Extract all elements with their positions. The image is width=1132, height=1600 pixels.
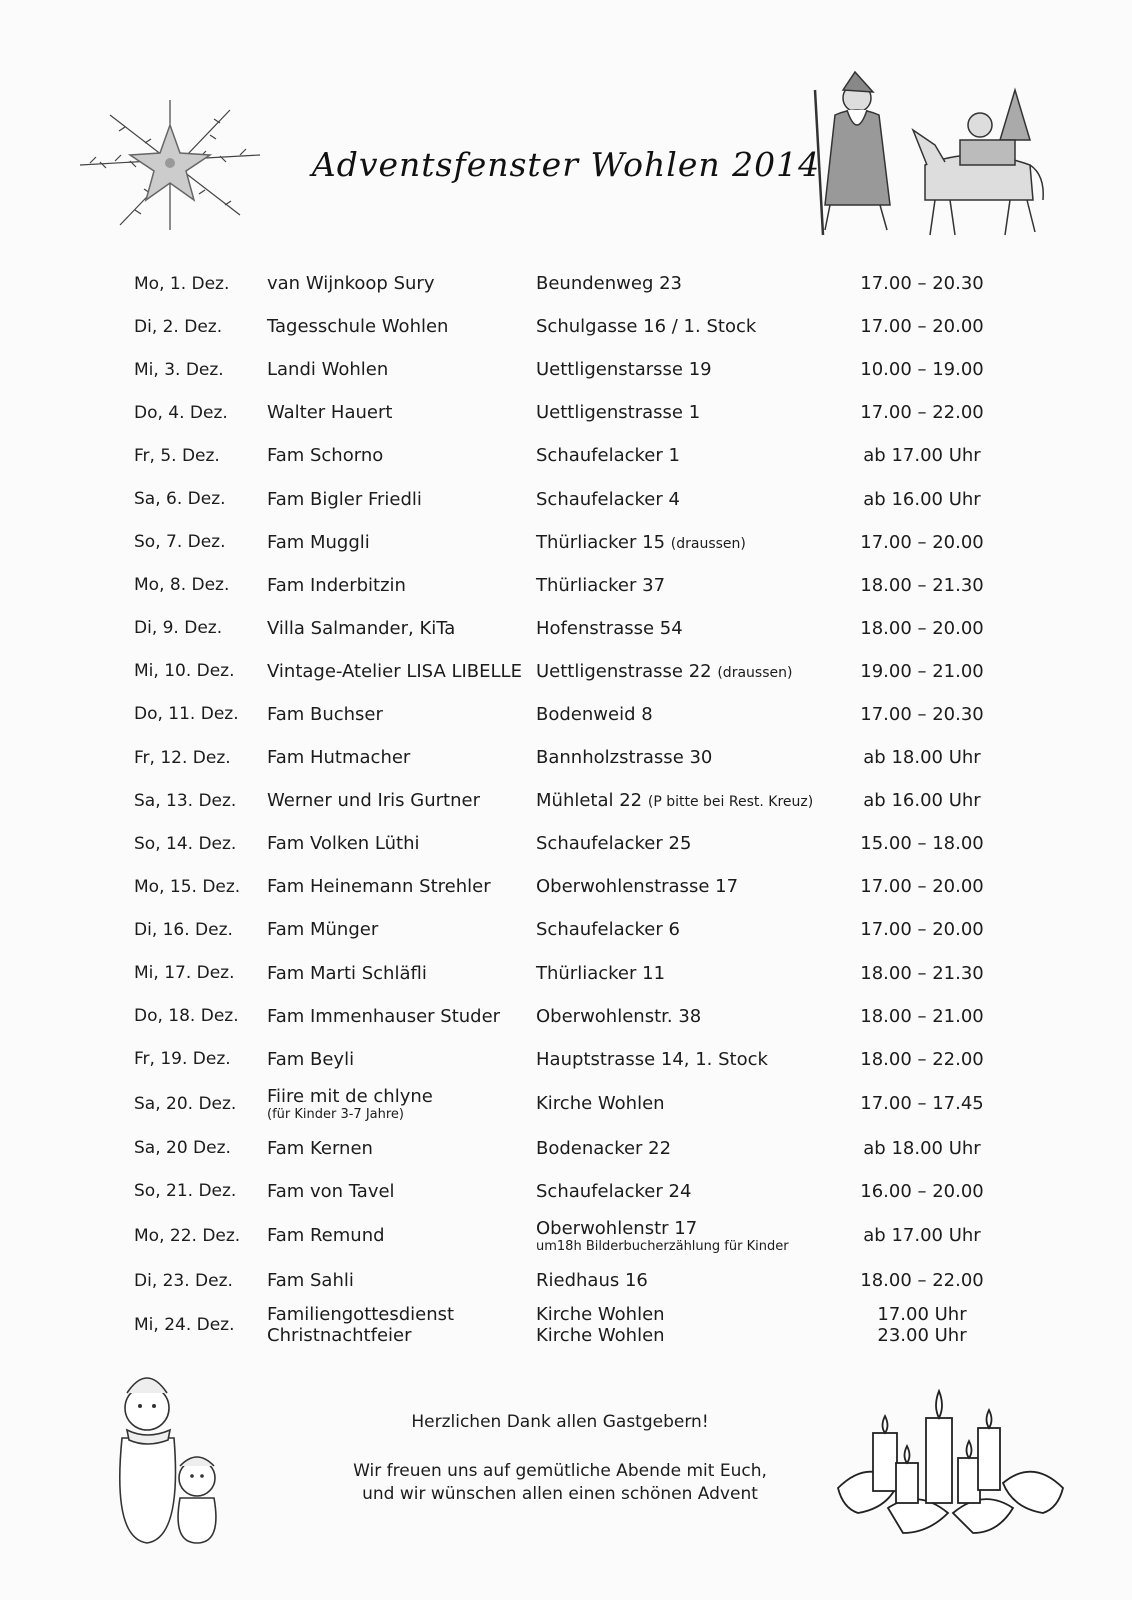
address-text: Kirche Wohlen <box>536 1304 665 1326</box>
time-cell <box>862 1170 982 1213</box>
host-name: Fam Münger <box>267 919 379 941</box>
time-text: 17.00 – 20.00 <box>860 919 984 941</box>
address-cell <box>536 736 866 779</box>
time-cell <box>862 736 982 779</box>
day-label: Sa, 20 Dez. <box>134 1138 231 1159</box>
day-label: Mo, 1. Dez. <box>134 273 230 294</box>
host-cell <box>267 1259 527 1302</box>
wishes-line-1: Wir freuen uns auf gemütliche Abende mit Euch, <box>353 1461 767 1481</box>
day-label: Do, 18. Dez. <box>134 1006 239 1027</box>
address-text: Uettligenstrasse 22 <box>536 660 712 682</box>
schedule-row <box>134 1302 994 1348</box>
host-cell <box>267 434 527 477</box>
time-text: ab 17.00 Uhr <box>863 445 981 467</box>
address-text: Thürliacker 11 <box>536 962 666 984</box>
schedule-row <box>134 1081 994 1127</box>
address-cell <box>536 521 866 564</box>
time-cell <box>862 564 982 607</box>
address-cell <box>536 1213 866 1259</box>
address-line <box>536 1049 866 1070</box>
time-text: 18.00 – 22.00 <box>860 1270 984 1292</box>
snowman-icon <box>92 1368 252 1548</box>
host-cell <box>267 693 527 736</box>
address-line <box>536 790 866 811</box>
time-cell <box>862 865 982 908</box>
host-name: Fam Immenhauser Studer <box>267 1005 501 1027</box>
schedule-row <box>134 564 994 607</box>
address-line <box>536 1270 866 1291</box>
host-cell <box>267 262 527 305</box>
day-cell <box>134 305 264 348</box>
time-text: 17.00 – 20.00 <box>860 316 984 338</box>
address-line <box>536 919 866 940</box>
host-name: Fam Marti Schläfli <box>267 962 427 984</box>
host-name: Fam Kernen <box>267 1137 373 1159</box>
address-cell <box>536 822 866 865</box>
address-line <box>536 618 866 639</box>
day-label: Fr, 5. Dez. <box>134 445 220 466</box>
time-cell <box>862 477 982 520</box>
address-line <box>536 747 866 768</box>
time-cell <box>862 434 982 477</box>
address-text: Bodenacker 22 <box>536 1137 672 1159</box>
address-text: Schaufelacker 4 <box>536 488 680 510</box>
day-label: Di, 23. Dez. <box>134 1270 233 1291</box>
time-cell <box>862 521 982 564</box>
schedule-row <box>134 1170 994 1213</box>
schedule-row <box>134 1038 994 1081</box>
address-line <box>536 1138 866 1159</box>
address-text: Hofenstrasse 54 <box>536 617 683 639</box>
day-cell <box>134 1127 264 1170</box>
time-text: 18.00 – 22.00 <box>860 1048 984 1070</box>
time-cell <box>862 1302 982 1348</box>
address-cell <box>536 348 866 391</box>
schedule-row <box>134 1259 994 1302</box>
time-text: 17.00 Uhr <box>877 1304 967 1326</box>
host-cell <box>267 952 527 995</box>
day-cell <box>134 607 264 650</box>
address-cell <box>536 952 866 995</box>
day-label: Do, 4. Dez. <box>134 402 228 423</box>
time-cell <box>862 348 982 391</box>
address-line <box>536 316 866 337</box>
host-cell <box>267 391 527 434</box>
address-line <box>536 1181 866 1202</box>
address-line <box>536 963 866 984</box>
time-cell <box>862 822 982 865</box>
host-name: Fam Buchser <box>267 703 383 725</box>
address-cell <box>536 865 866 908</box>
host-name: Fam Volken Lüthi <box>267 833 420 855</box>
host-cell <box>267 477 527 520</box>
address-text: Kirche Wohlen <box>536 1325 665 1347</box>
day-cell <box>134 521 264 564</box>
host-cell <box>267 348 527 391</box>
address-line <box>536 1218 866 1239</box>
day-label: Fr, 19. Dez. <box>134 1049 231 1070</box>
schedule-table <box>134 262 994 1348</box>
address-cell <box>536 1259 866 1302</box>
address-line <box>536 833 866 854</box>
schedule-row <box>134 952 994 995</box>
address-line <box>536 402 866 423</box>
day-label: Mo, 8. Dez. <box>134 575 230 596</box>
address-text: Schaufelacker 1 <box>536 445 680 467</box>
host-cell <box>267 1038 527 1081</box>
day-label: Mi, 24. Dez. <box>134 1315 235 1336</box>
address-text: Thürliacker 37 <box>536 574 666 596</box>
day-cell <box>134 865 264 908</box>
address-line <box>536 1093 866 1114</box>
schedule-row <box>134 477 994 520</box>
host-name: Fam Schorno <box>267 445 384 467</box>
host-cell <box>267 564 527 607</box>
address-cell <box>536 1170 866 1213</box>
day-label: So, 21. Dez. <box>134 1181 237 1202</box>
day-cell <box>134 952 264 995</box>
day-label: Sa, 13. Dez. <box>134 790 237 811</box>
day-label: Sa, 20. Dez. <box>134 1093 237 1114</box>
time-text: 16.00 – 20.00 <box>860 1180 984 1202</box>
day-label: Mo, 15. Dez. <box>134 876 241 897</box>
day-label: Do, 11. Dez. <box>134 704 239 725</box>
day-cell <box>134 1302 264 1348</box>
host-cell <box>267 1302 527 1348</box>
time-text: 23.00 Uhr <box>877 1325 967 1347</box>
address-text: Schaufelacker 24 <box>536 1180 692 1202</box>
time-cell <box>862 607 982 650</box>
address-cell <box>536 1302 866 1348</box>
day-cell <box>134 1259 264 1302</box>
address-text: Bodenweid 8 <box>536 703 653 725</box>
time-text: 17.00 – 20.00 <box>860 531 984 553</box>
schedule-row <box>134 305 994 348</box>
time-text: 18.00 – 21.30 <box>860 574 984 596</box>
address-text: Uettligenstrasse 1 <box>536 402 701 424</box>
wishes-text <box>310 1460 810 1506</box>
day-cell <box>134 736 264 779</box>
schedule-row <box>134 391 994 434</box>
host-name: Fam von Tavel <box>267 1180 395 1202</box>
day-cell <box>134 348 264 391</box>
host-cell <box>267 995 527 1038</box>
time-text: 18.00 – 20.00 <box>860 617 984 639</box>
host-name: Landi Wohlen <box>267 359 389 381</box>
host-name: Fiire mit de chlyne <box>267 1085 433 1107</box>
schedule-row <box>134 693 994 736</box>
address-text: Thürliacker 15 <box>536 531 666 553</box>
host-note: (für Kinder 3-7 Jahre) <box>267 1106 405 1122</box>
time-text: 17.00 – 17.45 <box>860 1093 984 1115</box>
day-cell <box>134 391 264 434</box>
address-text: Schaufelacker 6 <box>536 919 680 941</box>
address-cell <box>536 1127 866 1170</box>
day-cell <box>134 1081 264 1127</box>
time-cell <box>862 995 982 1038</box>
address-line <box>536 359 866 380</box>
address-line <box>536 273 866 294</box>
day-label: Di, 9. Dez. <box>134 618 223 639</box>
time-text: 17.00 – 20.00 <box>860 876 984 898</box>
address-cell <box>536 607 866 650</box>
schedule-row <box>134 779 994 822</box>
address-cell <box>536 477 866 520</box>
host-name: Fam Sahli <box>267 1270 354 1292</box>
time-cell <box>862 1127 982 1170</box>
address-line <box>536 1304 866 1325</box>
address-text: Kirche Wohlen <box>536 1093 665 1115</box>
address-line <box>536 575 866 596</box>
address-line <box>536 445 866 466</box>
address-text: Uettligenstarsse 19 <box>536 359 712 381</box>
address-line <box>536 532 866 553</box>
day-cell <box>134 908 264 951</box>
day-label: So, 14. Dez. <box>134 833 237 854</box>
time-text: 19.00 – 21.00 <box>860 660 984 682</box>
schedule-row <box>134 521 994 564</box>
advent-candles-icon <box>828 1388 1073 1543</box>
address-cell <box>536 305 866 348</box>
host-cell <box>267 822 527 865</box>
time-text: 17.00 – 22.00 <box>860 402 984 424</box>
host-name: Fam Heinemann Strehler <box>267 876 491 898</box>
host-cell <box>267 736 527 779</box>
address-note: (draussen) <box>717 664 793 681</box>
day-cell <box>134 564 264 607</box>
host-name: Vintage-Atelier LISA LIBELLE <box>267 660 522 682</box>
address-note: (P bitte bei Rest. Kreuz) <box>647 794 814 811</box>
host-cell <box>267 1081 527 1127</box>
address-cell <box>536 434 866 477</box>
schedule-row <box>134 1127 994 1170</box>
host-cell <box>267 1170 527 1213</box>
day-cell <box>134 477 264 520</box>
time-cell <box>862 391 982 434</box>
day-cell <box>134 262 264 305</box>
address-text: Mühletal 22 <box>536 790 643 812</box>
schedule-row <box>134 822 994 865</box>
address-text: Oberwohlenstr. 38 <box>536 1005 702 1027</box>
time-text: ab 18.00 Uhr <box>863 1137 981 1159</box>
day-cell <box>134 995 264 1038</box>
day-cell <box>134 650 264 693</box>
host-name: Familiengottesdienst <box>267 1304 455 1326</box>
address-line <box>536 704 866 725</box>
day-cell <box>134 1213 264 1259</box>
schedule-row <box>134 348 994 391</box>
schedule-row <box>134 995 994 1038</box>
address-text: Hauptstrasse 14, 1. Stock <box>536 1048 768 1070</box>
address-text: Bannholzstrasse 30 <box>536 747 713 769</box>
address-line <box>536 876 866 897</box>
host-name: Tagesschule Wohlen <box>267 316 449 338</box>
day-label: Mi, 3. Dez. <box>134 359 224 380</box>
host-cell <box>267 779 527 822</box>
address-sub: um18h Bilderbucherzählung für Kinder <box>536 1238 789 1254</box>
host-cell <box>267 908 527 951</box>
time-text: 18.00 – 21.30 <box>860 962 984 984</box>
day-cell <box>134 1038 264 1081</box>
page-title: Adventsfenster Wohlen 2014 <box>311 145 821 184</box>
schedule-row <box>134 262 994 305</box>
day-label: Mo, 22. Dez. <box>134 1225 241 1246</box>
host-name: Christnachtfeier <box>267 1325 412 1347</box>
time-text: ab 16.00 Uhr <box>863 790 981 812</box>
address-cell <box>536 564 866 607</box>
schedule-row <box>134 650 994 693</box>
host-name: Walter Hauert <box>267 402 393 424</box>
time-text: 17.00 – 20.30 <box>860 273 984 295</box>
address-line <box>536 1006 866 1027</box>
host-name: Fam Inderbitzin <box>267 574 406 596</box>
host-cell <box>267 521 527 564</box>
host-cell <box>267 607 527 650</box>
thanks-text: Herzlichen Dank allen Gastgebern! <box>411 1412 709 1432</box>
host-cell <box>267 305 527 348</box>
time-text: ab 16.00 Uhr <box>863 488 981 510</box>
time-text: ab 18.00 Uhr <box>863 747 981 769</box>
address-cell <box>536 908 866 951</box>
host-name: Fam Muggli <box>267 531 370 553</box>
wishes-line-2: und wir wünschen allen einen schönen Advent <box>362 1484 758 1504</box>
day-label: Mi, 17. Dez. <box>134 963 235 984</box>
time-text: 17.00 – 20.30 <box>860 703 984 725</box>
time-text: 15.00 – 18.00 <box>860 833 984 855</box>
address-cell <box>536 650 866 693</box>
address-cell <box>536 1081 866 1127</box>
host-name: van Wijnkoop Sury <box>267 273 435 295</box>
schedule-row <box>134 434 994 477</box>
address-text: Schulgasse 16 / 1. Stock <box>536 316 757 338</box>
address-cell <box>536 262 866 305</box>
address-line <box>536 489 866 510</box>
host-cell <box>267 1127 527 1170</box>
address-cell <box>536 995 866 1038</box>
host-name: Villa Salmander, KiTa <box>267 617 456 639</box>
schedule-row <box>134 908 994 951</box>
time-cell <box>862 262 982 305</box>
day-label: Mi, 10. Dez. <box>134 661 235 682</box>
address-cell <box>536 693 866 736</box>
day-cell <box>134 822 264 865</box>
time-text: 18.00 – 21.00 <box>860 1005 984 1027</box>
day-label: Fr, 12. Dez. <box>134 747 231 768</box>
day-label: Sa, 6. Dez. <box>134 489 226 510</box>
time-text: ab 17.00 Uhr <box>863 1225 981 1247</box>
time-cell <box>862 305 982 348</box>
time-cell <box>862 1038 982 1081</box>
day-label: So, 7. Dez. <box>134 532 226 553</box>
time-cell <box>862 952 982 995</box>
time-cell <box>862 1213 982 1259</box>
address-cell <box>536 779 866 822</box>
address-text: Beundenweg 23 <box>536 273 682 295</box>
address-text: Schaufelacker 25 <box>536 833 692 855</box>
day-cell <box>134 693 264 736</box>
address-text: Oberwohlenstr 17 <box>536 1217 698 1239</box>
host-name: Fam Beyli <box>267 1048 355 1070</box>
address-line <box>536 661 866 682</box>
day-cell <box>134 434 264 477</box>
host-name: Fam Hutmacher <box>267 747 411 769</box>
time-cell <box>862 908 982 951</box>
host-cell <box>267 650 527 693</box>
day-label: Di, 2. Dez. <box>134 316 223 337</box>
schedule-row <box>134 736 994 779</box>
address-text: Riedhaus 16 <box>536 1270 648 1292</box>
day-cell <box>134 1170 264 1213</box>
time-cell <box>862 650 982 693</box>
schedule-row <box>134 1213 994 1259</box>
host-cell <box>267 1213 527 1259</box>
time-cell <box>862 693 982 736</box>
schedule-row <box>134 607 994 650</box>
time-cell <box>862 1259 982 1302</box>
time-text: 10.00 – 19.00 <box>860 359 984 381</box>
time-cell <box>862 1081 982 1127</box>
schedule-row <box>134 865 994 908</box>
host-name: Fam Bigler Friedli <box>267 488 422 510</box>
host-cell <box>267 865 527 908</box>
day-cell <box>134 779 264 822</box>
time-cell <box>862 779 982 822</box>
address-note: (draussen) <box>670 535 746 552</box>
address-cell <box>536 391 866 434</box>
day-label: Di, 16. Dez. <box>134 919 233 940</box>
host-name: Fam Remund <box>267 1225 385 1247</box>
address-cell <box>536 1038 866 1081</box>
address-text: Oberwohlenstrasse 17 <box>536 876 739 898</box>
host-name: Werner und Iris Gurtner <box>267 790 480 812</box>
